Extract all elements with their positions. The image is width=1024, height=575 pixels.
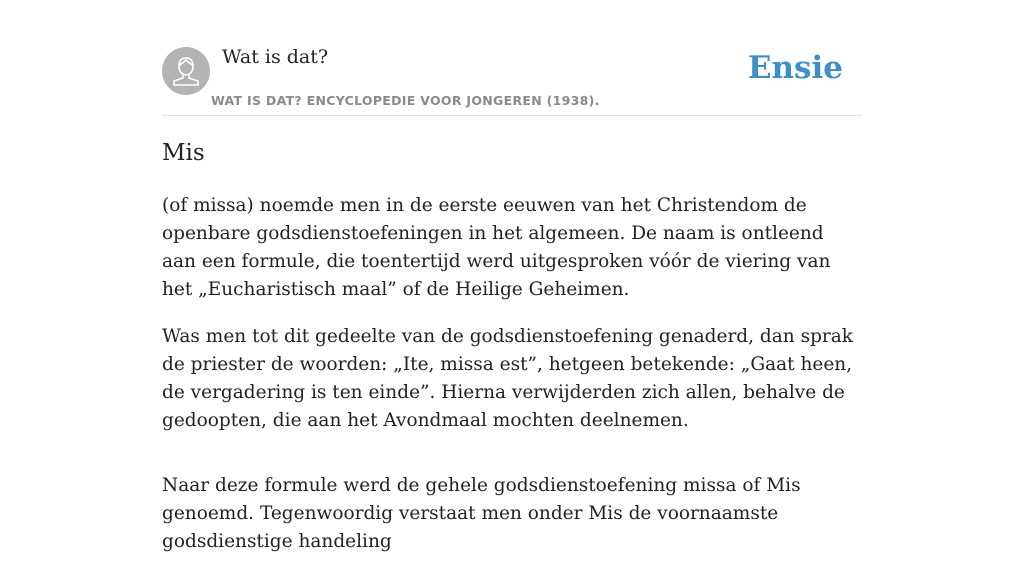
user-icon[interactable] [162,47,210,95]
entry-paragraph: Naar deze formule werd de gehele godsdienstoefening missa of Mis genoemd. Tegenwoordig verstaat men onder Mis de voornaamste godsdienstige handeling [162,475,801,552]
source-subtitle: WAT IS DAT? ENCYCLOPEDIE VOOR JONGEREN (1938). [211,93,600,108]
ensie-logo-link[interactable]: Ensie [747,50,843,86]
entry-paragraph: (of missa) noemde men in de eerste eeuwen van het Christendom de openbare godsdienstoefeningen in het algemeen. De naam is ontleend aan een formule, die toentertijd werd uitgesproken vóór de viering van het „Eucharistisch maal” of de Heilige Geheimen. [162,195,831,300]
page-content [162,0,862,552]
entry-paragraph: Was men tot dit gedeelte van de godsdienstoefening genaderd, dan sprak de priester de woorden: „Ite, missa est”, hetgeen betekende: „Gaat heen, de vergadering is ten einde”. Hierna verwijderden zich allen, behalve de gedoopten, die aan het Avondmaal mochten deelnemen. [162,326,853,431]
entry-body [162,192,862,575]
source-title-link[interactable]: Wat is dat? [222,46,329,68]
entry-title: Mis [162,140,205,166]
source-header [162,0,862,116]
